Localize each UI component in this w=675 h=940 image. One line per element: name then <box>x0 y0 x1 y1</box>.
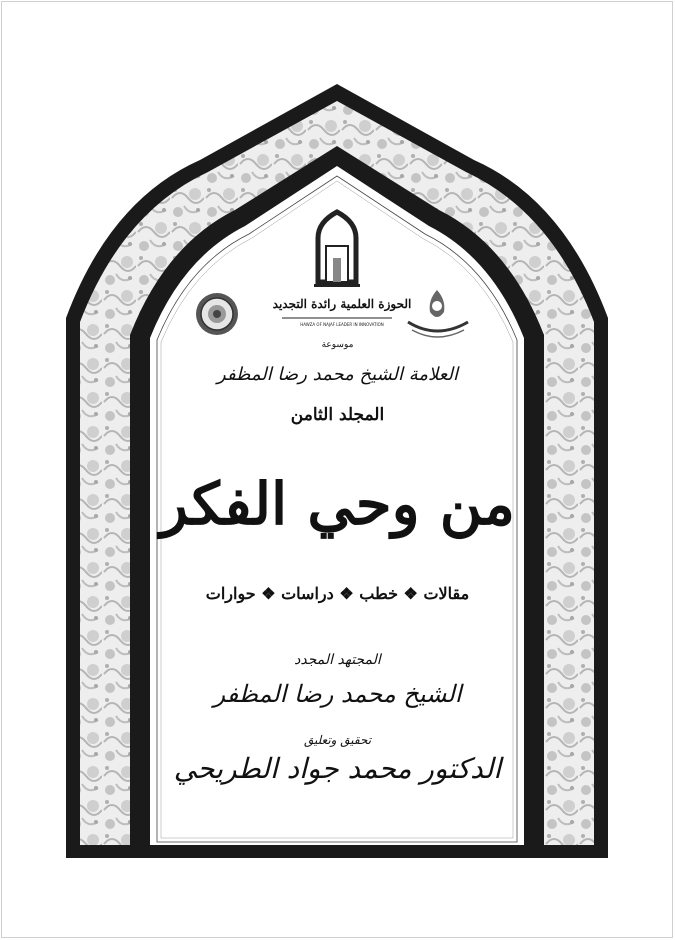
university-seal-icon <box>196 293 238 335</box>
series-label: موسوعة <box>321 340 354 350</box>
editor-label: تحقيق وتعليق <box>303 733 372 747</box>
scholar-name-top: العلامة الشيخ محمد رضا المظفر <box>217 364 458 385</box>
logo-arabic-text: الحوزة العلمية رائدة التجديد <box>272 297 412 311</box>
editor-name: الدكتور محمد جواد الطريحي <box>173 752 502 785</box>
author-name: الشيخ محمد رضا المظفر <box>213 680 462 708</box>
base-bar <box>66 845 608 858</box>
author-label: المجتهد المجدد <box>294 652 381 668</box>
book-title: من وحي الفكر <box>160 470 515 538</box>
volume-label: المجلد الثامن <box>290 405 385 425</box>
logo-caption: HAWZA OF NAJAF LEADER IN INNOVATION <box>300 322 384 327</box>
book-subtitle: مقالات ❖ خطب ❖ دراسات ❖ حوارات <box>205 584 470 603</box>
